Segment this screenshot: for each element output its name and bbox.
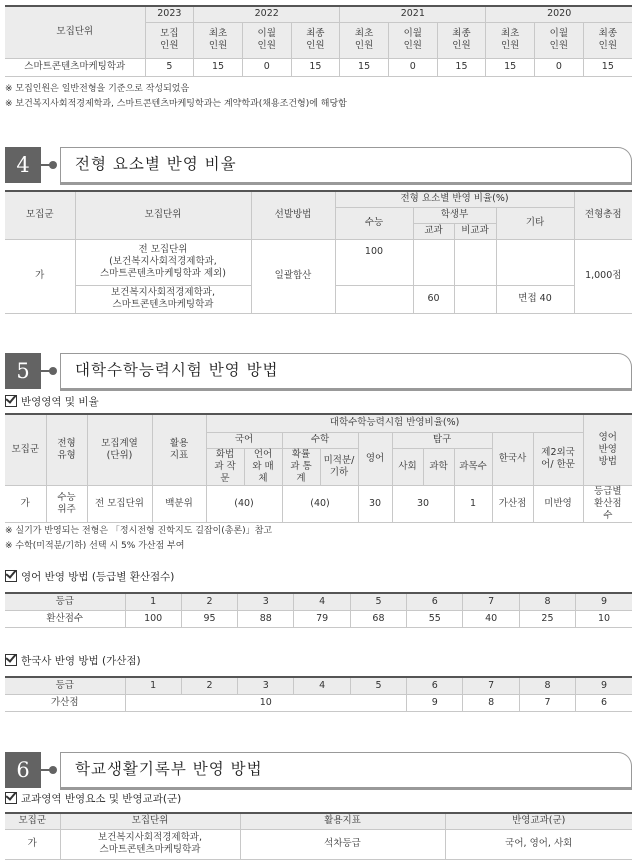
history-cell: 가산점 bbox=[492, 485, 533, 522]
header-nonsubject: 비교과 bbox=[454, 223, 496, 239]
header-year-2020: 2020 bbox=[486, 6, 632, 22]
grade-cell: 9 bbox=[576, 593, 632, 610]
etc-cell: 면접 40 bbox=[496, 285, 574, 313]
bullet-icon bbox=[49, 161, 57, 169]
header-initial: 최초 인원 bbox=[194, 22, 243, 58]
eng-method-cell: 등급별 환산점수 bbox=[583, 485, 632, 522]
header-etc: 기타 bbox=[496, 207, 574, 239]
checkbox-icon bbox=[5, 395, 17, 407]
note: ※ 보건복지사회적경제학과, 스마트콘텐츠마케팅학과는 계약학과(채용조건형)에 해당함 bbox=[5, 99, 347, 109]
header-subject: 교과 bbox=[413, 223, 454, 239]
checkbox-icon bbox=[5, 792, 17, 804]
ratio-table bbox=[5, 190, 632, 314]
method-cell: 일괄합산 bbox=[251, 239, 335, 313]
history-table bbox=[5, 676, 632, 712]
subheading: 교과영역 반영요소 및 반영교과(군) bbox=[5, 792, 181, 806]
score-cell: 10 bbox=[576, 610, 632, 627]
header-initial: 최초 인원 bbox=[340, 22, 389, 58]
index-cell: 백분위 bbox=[152, 485, 206, 522]
header-social: 사회 bbox=[392, 448, 423, 485]
section-number: 5 bbox=[5, 353, 41, 389]
note: ※ 실기가 반영되는 전형은 「정시전형 진학지도 길잡이(총론)」참고 bbox=[5, 526, 273, 536]
table-row bbox=[5, 694, 632, 711]
index-cell: 석차등급 bbox=[240, 829, 445, 859]
score-cell: 25 bbox=[519, 610, 575, 627]
header-english: 영어 bbox=[358, 432, 392, 485]
grade-cell: 4 bbox=[294, 677, 350, 694]
group-cell: 가 bbox=[5, 485, 46, 522]
unit-cell: 보건복지사회적경제학과, 스마트콘텐츠마케팅학과 bbox=[60, 829, 240, 859]
subjects-cell: 국어, 영어, 사회 bbox=[445, 829, 632, 859]
header-type: 전형 유형 bbox=[46, 414, 87, 485]
section-title: 전형 요소별 반영 비율 bbox=[75, 155, 237, 173]
header-total: 전형총점 bbox=[574, 191, 632, 239]
header-unit: 모집단위 bbox=[5, 6, 145, 58]
table-row bbox=[5, 239, 632, 285]
header-index: 활용 지표 bbox=[152, 414, 206, 485]
section-title: 대학수학능력시험 반영 방법 bbox=[75, 361, 279, 379]
value-cell: 15 bbox=[583, 58, 632, 76]
header-group: 모집군 bbox=[5, 813, 60, 829]
group-cell: 가 bbox=[5, 829, 60, 859]
grade-cell: 3 bbox=[238, 677, 294, 694]
header-math1: 확률과 통계 bbox=[282, 448, 320, 485]
header-korean2: 언어와 매체 bbox=[244, 448, 282, 485]
header-korean1: 화법과 작문 bbox=[206, 448, 244, 485]
grade-cell: 1 bbox=[125, 593, 181, 610]
score-cell: 79 bbox=[294, 610, 350, 627]
grade-cell: 3 bbox=[238, 593, 294, 610]
score-cell: 68 bbox=[350, 610, 406, 627]
record-table bbox=[5, 812, 632, 860]
header-year-2023: 2023 bbox=[145, 6, 194, 22]
section-header-4 bbox=[5, 147, 632, 183]
header-subjects: 반영교과(군) bbox=[445, 813, 632, 829]
header-math: 수학 bbox=[282, 432, 358, 448]
header-final: 최종 인원 bbox=[583, 22, 632, 58]
subheading: 한국사 반영 방법 (가산점) bbox=[5, 654, 141, 668]
section-number: 6 bbox=[5, 752, 41, 788]
score-cell: 8 bbox=[463, 694, 519, 711]
grade-cell: 8 bbox=[519, 677, 575, 694]
subjects-cell: 1 bbox=[454, 485, 492, 522]
header-suneung: 수능 bbox=[335, 207, 413, 239]
section-title: 학교생활기록부 반영 방법 bbox=[75, 760, 263, 778]
header-carry: 이월 인원 bbox=[388, 22, 437, 58]
header-year-2022: 2022 bbox=[194, 6, 340, 22]
korean-cell: (40) bbox=[206, 485, 282, 522]
grade-label: 등급 bbox=[5, 677, 125, 694]
header-inquiry: 탐구 bbox=[392, 432, 492, 448]
subheading: 영어 반영 방법 (등급별 환산점수) bbox=[5, 570, 174, 584]
header-method: 선발방법 bbox=[251, 191, 335, 239]
subject-cell: 60 bbox=[413, 285, 454, 313]
header-science: 과학 bbox=[423, 448, 454, 485]
header-school: 학생부 bbox=[413, 207, 496, 223]
grade-cell: 1 bbox=[125, 677, 181, 694]
header-final: 최종 인원 bbox=[291, 22, 340, 58]
header-ratio: 대학수학능력시험 반영비율(%) bbox=[206, 414, 583, 432]
second-cell: 미반영 bbox=[533, 485, 583, 522]
grade-cell: 5 bbox=[350, 593, 406, 610]
checkbox-icon bbox=[5, 570, 17, 582]
total-cell: 1,000점 bbox=[574, 239, 632, 313]
header-unit: 모집계열 (단위) bbox=[87, 414, 152, 485]
note: ※ 모집인원은 일반전형을 기준으로 작성되었음 bbox=[5, 84, 190, 94]
section-number: 4 bbox=[5, 147, 41, 183]
grade-label: 등급 bbox=[5, 593, 125, 610]
grade-cell: 7 bbox=[463, 593, 519, 610]
grade-cell: 9 bbox=[576, 677, 632, 694]
section-header-5 bbox=[5, 353, 632, 389]
table-row bbox=[5, 485, 632, 522]
header-unit: 모집단위 bbox=[75, 191, 251, 239]
suneung-cell: 100 bbox=[335, 239, 413, 285]
value-cell: 15 bbox=[194, 58, 243, 76]
bullet-icon bbox=[49, 766, 57, 774]
score-label: 가산점 bbox=[5, 694, 125, 711]
value-cell: 0 bbox=[388, 58, 437, 76]
header-korean: 국어 bbox=[206, 432, 282, 448]
header-history: 한국사 bbox=[492, 432, 533, 485]
score-label: 환산점수 bbox=[5, 610, 125, 627]
group-cell: 가 bbox=[5, 239, 75, 313]
inquiry-cell: 30 bbox=[392, 485, 454, 522]
table-row bbox=[5, 829, 632, 859]
header-ratio: 전형 요소별 반영 비율(%) bbox=[335, 191, 574, 207]
grade-cell: 4 bbox=[294, 593, 350, 610]
value-cell: 0 bbox=[535, 58, 584, 76]
header-carry: 이월 인원 bbox=[242, 22, 291, 58]
value-cell: 15 bbox=[486, 58, 535, 76]
section-header-6 bbox=[5, 752, 632, 788]
value-cell: 15 bbox=[340, 58, 389, 76]
header-group: 모집군 bbox=[5, 191, 75, 239]
header-subjects: 과목수 bbox=[454, 448, 492, 485]
grade-cell: 2 bbox=[181, 593, 237, 610]
grade-cell: 7 bbox=[463, 677, 519, 694]
english-table bbox=[5, 592, 632, 628]
grade-cell: 6 bbox=[407, 593, 463, 610]
header-carry: 이월 인원 bbox=[535, 22, 584, 58]
english-cell: 30 bbox=[358, 485, 392, 522]
header-math2: 미적분/ 기하 bbox=[320, 448, 358, 485]
suneung-table bbox=[5, 413, 632, 523]
math-cell: (40) bbox=[282, 485, 358, 522]
header-initial: 최초 인원 bbox=[486, 22, 535, 58]
value-cell: 15 bbox=[437, 58, 486, 76]
header-eng-method: 영어 반영 방법 bbox=[583, 414, 632, 485]
score-cell: 40 bbox=[463, 610, 519, 627]
header-year-2021: 2021 bbox=[340, 6, 486, 22]
score-cell: 88 bbox=[238, 610, 294, 627]
table-row bbox=[5, 610, 632, 627]
grade-cell: 2 bbox=[181, 677, 237, 694]
value-cell: 0 bbox=[242, 58, 291, 76]
unit-cell: 전 모집단위 (보건복지사회적경제학과, 스마트콘텐츠마케팅학과 제외) bbox=[75, 239, 251, 285]
header-unit: 모집단위 bbox=[60, 813, 240, 829]
header-index: 활용지표 bbox=[240, 813, 445, 829]
score-cell: 7 bbox=[519, 694, 575, 711]
header-second: 제2외국어/ 한문 bbox=[533, 432, 583, 485]
grade-cell: 8 bbox=[519, 593, 575, 610]
value-cell: 15 bbox=[291, 58, 340, 76]
unit-cell: 보건복지사회적경제학과, 스마트콘텐츠마케팅학과 bbox=[75, 285, 251, 313]
header-group: 모집군 bbox=[5, 414, 46, 485]
grade-cell: 6 bbox=[407, 677, 463, 694]
subheading: 반영영역 및 비율 bbox=[5, 395, 99, 409]
table-row bbox=[5, 58, 632, 76]
header-recruit: 모집 인원 bbox=[145, 22, 194, 58]
score-cell: 9 bbox=[407, 694, 463, 711]
header-final: 최종 인원 bbox=[437, 22, 486, 58]
bullet-icon bbox=[49, 367, 57, 375]
score-cell: 95 bbox=[181, 610, 237, 627]
type-cell: 수능 위주 bbox=[46, 485, 87, 522]
score-cell: 100 bbox=[125, 610, 181, 627]
grade-cell: 5 bbox=[350, 677, 406, 694]
score-cell: 55 bbox=[407, 610, 463, 627]
unit-cell: 스마트콘텐츠마케팅학과 bbox=[5, 58, 145, 76]
checkbox-icon bbox=[5, 654, 17, 666]
note: ※ 수학(미적분/기하) 선택 시 5% 가산점 부여 bbox=[5, 541, 185, 551]
unit-cell: 전 모집단위 bbox=[87, 485, 152, 522]
score-cell: 6 bbox=[576, 694, 632, 711]
score-cell: 10 bbox=[125, 694, 407, 711]
recruitment-table bbox=[5, 5, 632, 77]
value-cell: 5 bbox=[145, 58, 194, 76]
